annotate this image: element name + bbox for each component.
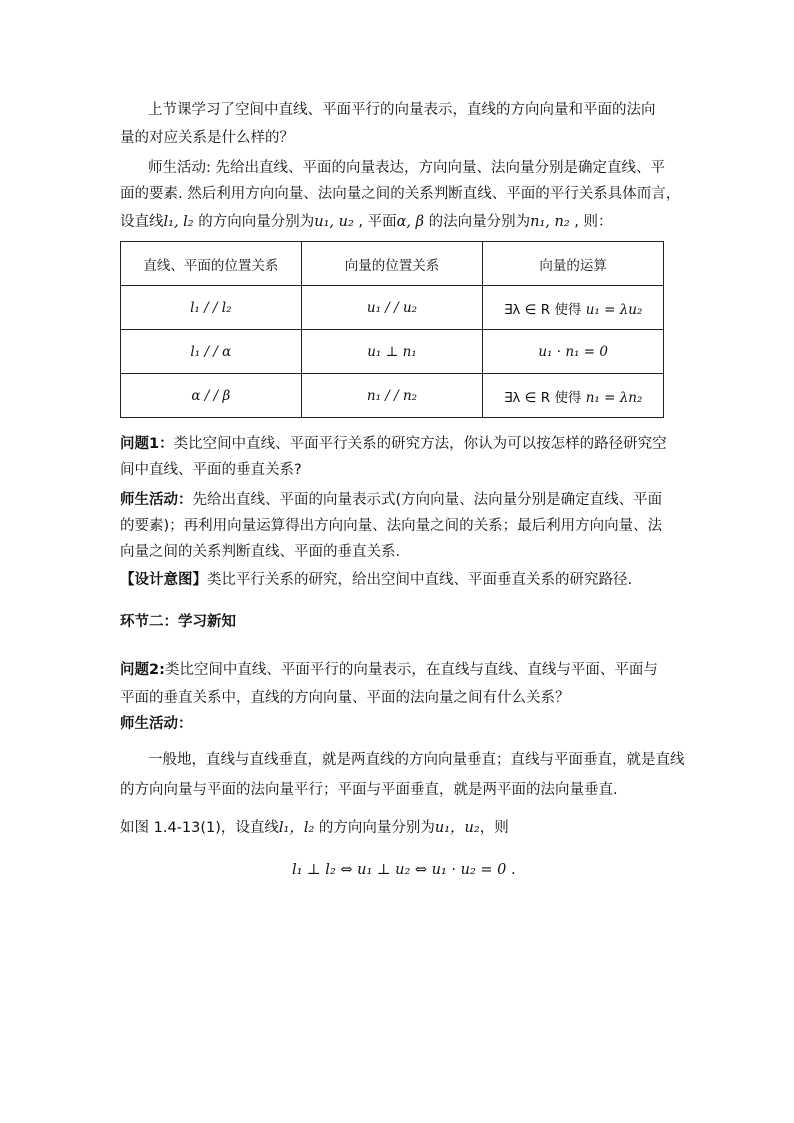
header-vector-relation: 向量的位置关系 — [301, 242, 483, 286]
cell-vector: u₁ ⊥ n₁ — [301, 330, 483, 374]
cell-vector: n₁ / / n₂ — [301, 374, 483, 418]
question1-label: 问题1： — [120, 436, 174, 452]
design-intent-text: 类比平行关系的研究，给出空间中直线、平面垂直关系的研究路径. — [207, 572, 633, 588]
planes-alpha-beta: α, β — [396, 214, 424, 230]
design-intent-label: 【设计意图】 — [120, 572, 207, 588]
activity1-line2: 的要素)；再利用向量运算得出方向向量、法向量之间的关系；最后利用方向向量、法 — [120, 518, 663, 534]
para2-line3-mid2: , 平面 — [353, 214, 397, 230]
table-row — [121, 330, 664, 374]
question2-line2: 平面的垂直关系中，直线的方向向量、平面的法向量之间有什么关系？ — [120, 690, 570, 706]
such-that: 使得 — [554, 389, 582, 406]
cell-relation: α / / β — [121, 374, 302, 418]
vectors-u1-u2: u₁，u₂ — [434, 820, 480, 836]
exists-lambda: ∃λ ∈ R — [503, 301, 555, 318]
para2-line3 — [120, 210, 612, 234]
table-header-row — [121, 242, 664, 286]
design-intent — [120, 568, 632, 592]
lines-l1-l2: l₁，l₂ — [278, 820, 315, 836]
para2-line3-mid3: 的法向量分别为 — [424, 214, 531, 230]
para2-line3-mid: 的方向向量分别为 — [193, 214, 315, 230]
operation-formula: u₁ = λu₂ — [585, 301, 643, 318]
cell-vector: u₁ / / u₂ — [301, 286, 483, 330]
figure-mid: 的方向向量分别为 — [314, 820, 435, 836]
question1-text: 类比空间中直线、平面平行关系的研究方法，你认为可以按怎样的路径研究空 — [173, 436, 667, 452]
such-that: 使得 — [554, 301, 582, 318]
exists-lambda: ∃λ ∈ R — [503, 389, 555, 406]
figure-end: ，则 — [479, 820, 509, 836]
question2-label: 问题2: — [120, 662, 165, 678]
vectors-u1-u2: u₁, u₂ — [314, 214, 354, 230]
activity1-line3: 向量之间的关系判断直线、平面的垂直关系. — [120, 544, 401, 560]
table-row — [121, 374, 664, 418]
header-vector-operation: 向量的运算 — [483, 242, 664, 286]
activity2-label: 师生活动： — [120, 716, 193, 732]
figure-reference-line — [120, 816, 509, 840]
question2-line1 — [120, 658, 658, 682]
operation-formula: u₁ · n₁ = 0 — [538, 343, 608, 360]
lines-l1-l2: l₁, l₂ — [163, 214, 194, 230]
table-row — [121, 286, 664, 330]
question1-line2: 间中直线、平面的垂直关系? — [120, 462, 302, 478]
question1-line1 — [120, 432, 667, 456]
cell-relation: l₁ / / α — [121, 330, 302, 374]
cell-operation — [483, 330, 664, 374]
cell-operation — [483, 286, 664, 330]
figure-prefix: 如图 1.4-13(1)，设直线 — [120, 820, 279, 836]
relations-table — [120, 241, 664, 418]
general-line2: 的方向向量与平面的法向量平行；平面与平面垂直，就是两平面的法向量垂直. — [120, 782, 618, 798]
activity1-line1 — [120, 488, 662, 512]
para2-line2: 面的要素. 然后利用方向向量、法向量之间的关系判断直线、平面的平行关系具体而言， — [120, 186, 681, 202]
para1-line2: 量的对应关系是什么样的？ — [120, 130, 294, 146]
question2-text: 类比空间中直线、平面平行的向量表示，在直线与直线、直线与平面、平面与 — [164, 662, 658, 678]
vectors-n1-n2: n₁, n₂ — [530, 214, 570, 230]
header-position-relation: 直线、平面的位置关系 — [121, 242, 302, 286]
cell-relation: l₁ / / l₂ — [121, 286, 302, 330]
section-heading: 环节二：学习新知 — [120, 614, 236, 630]
para1-line1: 上节课学习了空间中直线、平面平行的向量表示，直线的方向向量和平面的法向 — [148, 102, 656, 118]
activity1-label: 师生活动： — [120, 492, 193, 508]
activity1-text: 先给出直线、平面的向量表示式(方向向量、法向量分别是确定直线、平面 — [192, 492, 663, 508]
para2-line1: 师生活动: 先给出直线、平面的向量表达，方向向量、法向量分别是确定直线、平 — [148, 160, 665, 176]
perpendicular-formula: l₁ ⊥ l₂ ⇔ u₁ ⊥ u₂ ⇔ u₁ · u₂ = 0 . — [292, 862, 516, 878]
para2-line3-prefix: 设直线 — [120, 214, 164, 230]
operation-formula: n₁ = λn₂ — [585, 389, 643, 406]
cell-operation — [483, 374, 664, 418]
para2-line3-end: , 则： — [569, 214, 613, 230]
general-line1: 一般地，直线与直线垂直，就是两直线的方向向量垂直；直线与平面垂直，就是直线 — [148, 752, 685, 768]
